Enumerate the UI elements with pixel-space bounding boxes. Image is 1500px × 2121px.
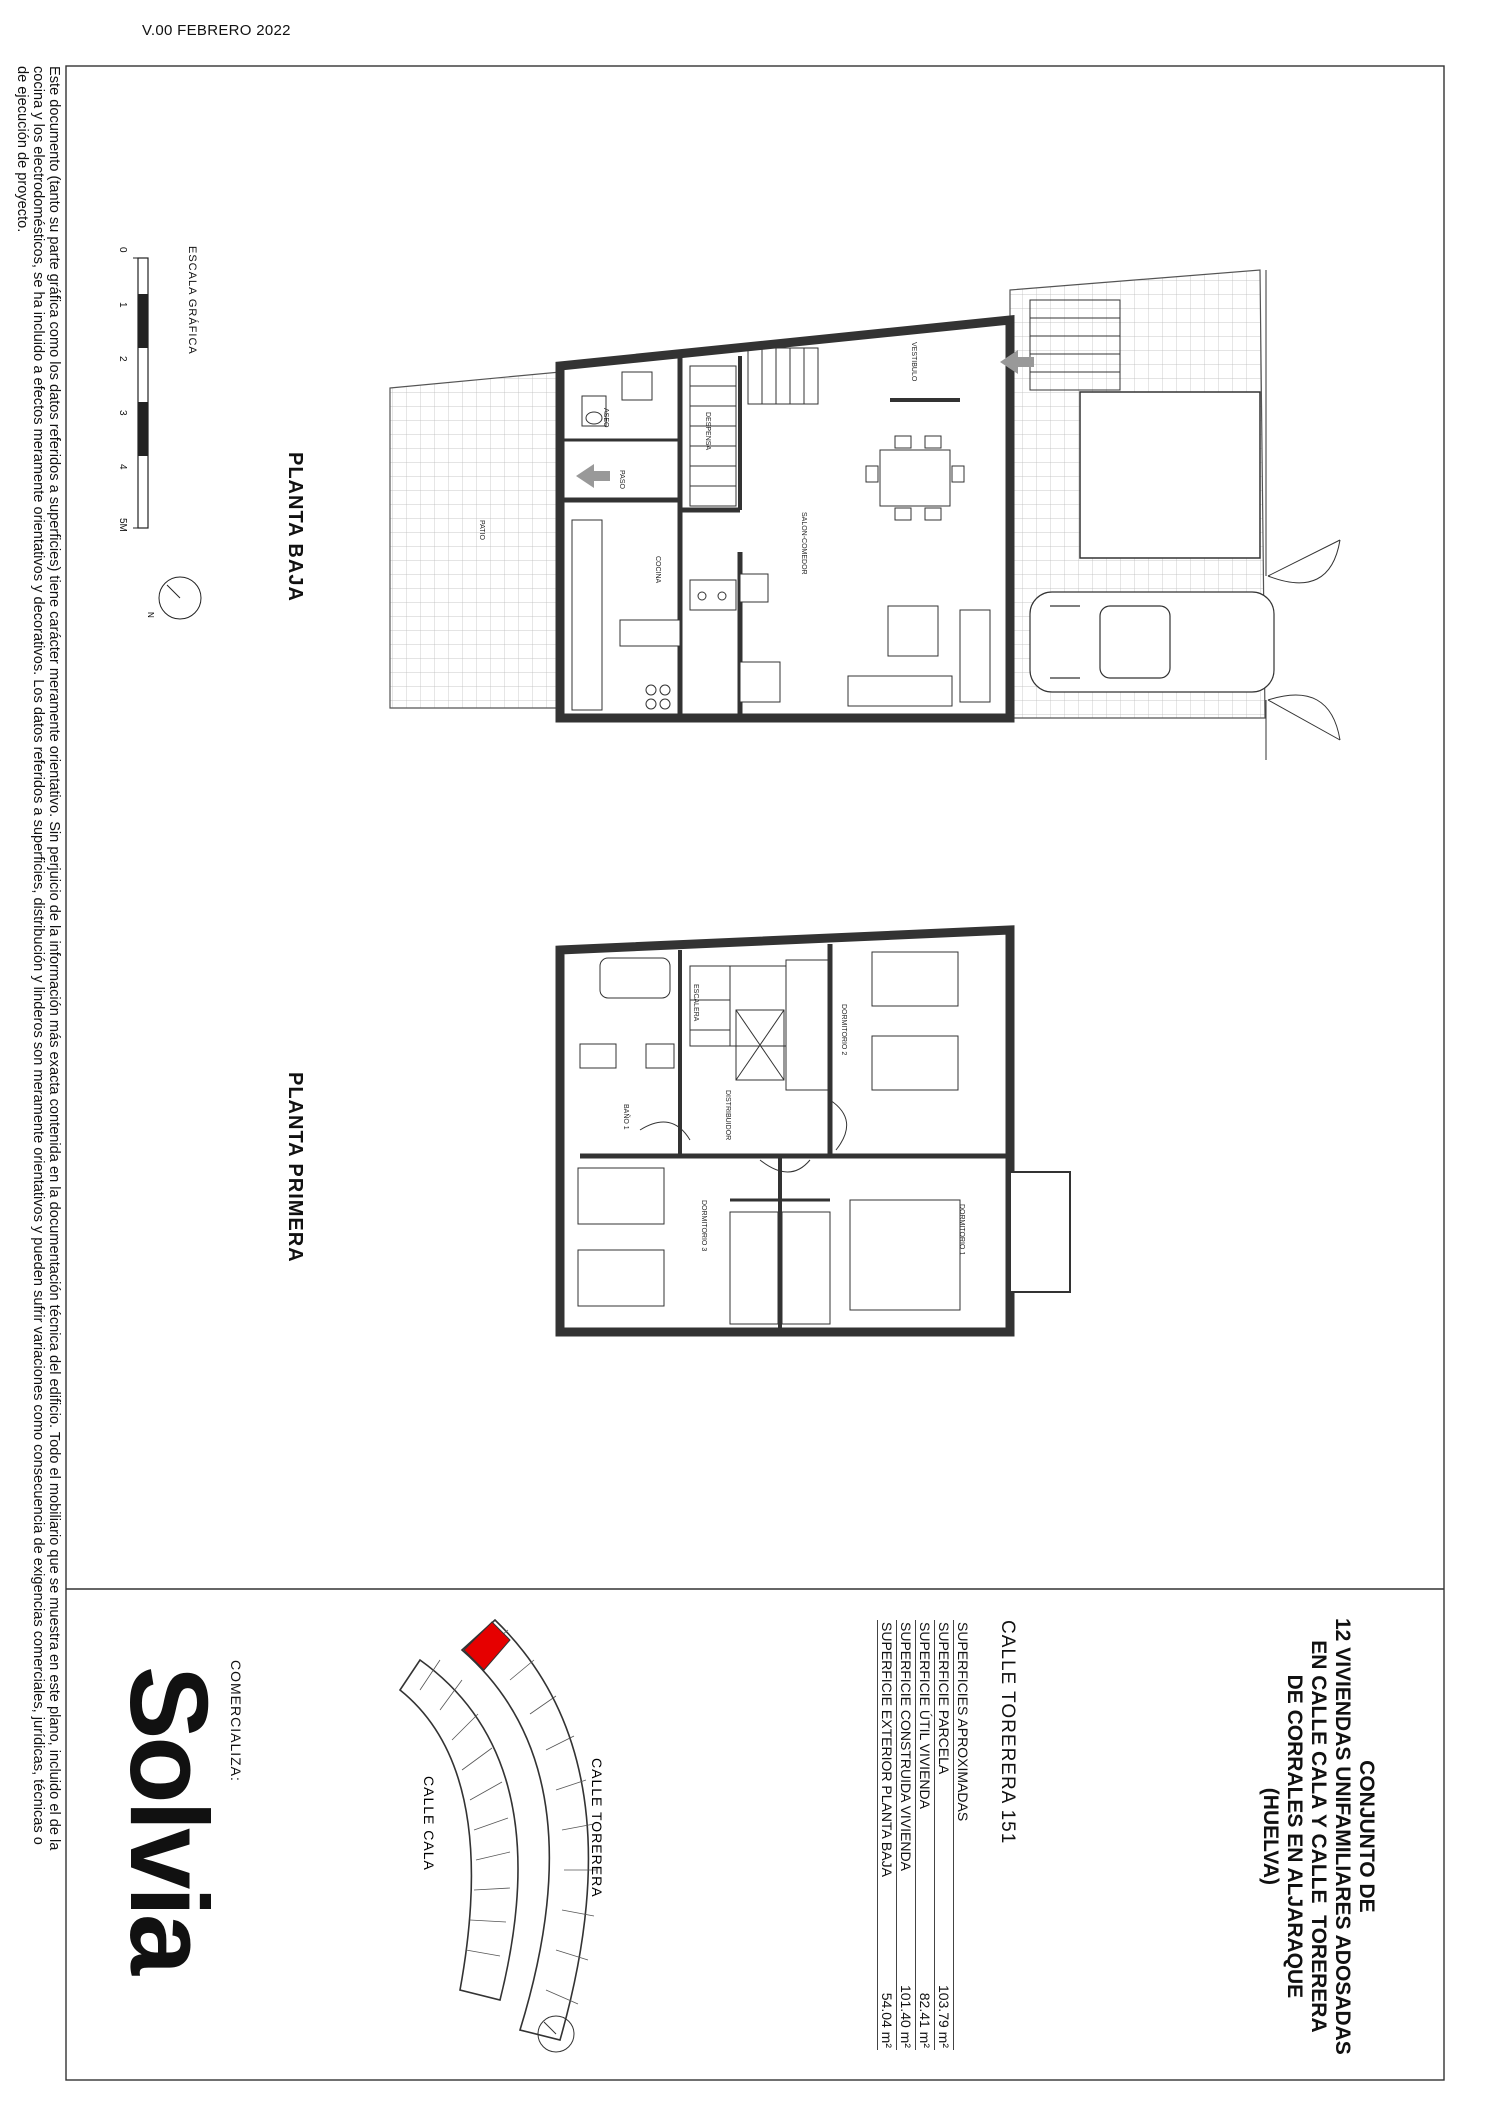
scale-bar bbox=[133, 258, 148, 528]
first-floor-plan bbox=[560, 930, 1070, 1332]
area-value: 103.79 m² bbox=[936, 1984, 952, 2048]
solvia-logo: Solvia bbox=[107, 1666, 230, 1973]
room-label-paso: PASO bbox=[618, 470, 625, 489]
scale-tick-2: 2 bbox=[117, 356, 128, 362]
room-label-dormitorio3: DORMITORIO 3 bbox=[700, 1200, 707, 1252]
car-icon bbox=[1030, 592, 1274, 692]
disclaimer-line: Este documento (tanto su parte gráfica como los datos referidos a superficies) tiene carácter meramente orientativo. Sin perjuicio de la información más exacta contenida en la documentación técnica del edificio. Todo el mobiliario que se muestra en este plano, incluido el de la bbox=[46, 66, 62, 1851]
project-title: CONJUNTO DE 12 VIVIENDAS UNIFAMILIARES ADOSADAS EN CALLE CALA Y CALLE TORERERA DE CORRALES EN ALJARAQUE (HUELVA) bbox=[1259, 1618, 1378, 2055]
ground-floor-title: PLANTA BAJA bbox=[284, 452, 306, 602]
site-label-torerera: CALLE TORERERA bbox=[589, 1758, 605, 1898]
area-row bbox=[896, 1620, 915, 2050]
first-floor-title: PLANTA PRIMERA bbox=[284, 1072, 306, 1263]
area-row bbox=[877, 1620, 896, 2050]
areas-heading: SUPERFICIES APROXIMADAS bbox=[953, 1620, 972, 2050]
room-label-despensa: DESPENSA bbox=[704, 412, 711, 451]
disclaimer-line: cocina y los electrodomésticos, se ha incluido a efectos meramente orientativos y decorativos. Los datos referidos a superficies, distribución y linderos son meramente orientativos y pueden sufrir variaciones como consecuencia de exigencias comerciales, jurídicas, técnicas o bbox=[30, 66, 46, 1845]
site-key-plan bbox=[400, 1620, 605, 2052]
room-label-vestibulo: VESTIBULO bbox=[910, 342, 917, 382]
ground-floor-plan bbox=[390, 270, 1340, 760]
pool bbox=[1080, 392, 1260, 558]
north-arrow-icon bbox=[146, 577, 201, 619]
gate-icon bbox=[1266, 270, 1340, 760]
scale-tick-4: 4 bbox=[117, 464, 128, 470]
scale-tick-1: 1 bbox=[117, 302, 128, 308]
area-value: 82.41 m² bbox=[917, 1992, 933, 2048]
room-label-cocina: COCINA bbox=[654, 556, 661, 584]
area-label: SUPERFICIE CONSTRUIDA VIVIENDA bbox=[898, 1622, 914, 1871]
scale-title: ESCALA GRÁFICA bbox=[186, 246, 198, 355]
areas-table bbox=[877, 1620, 972, 2050]
room-label-patio: PATIO bbox=[478, 520, 485, 540]
scale-tick-5: 5M bbox=[117, 518, 128, 532]
area-label: SUPERFICIE ÚTIL VIVIENDA bbox=[917, 1622, 933, 1809]
version-label: V.00 FEBRERO 2022 bbox=[142, 22, 291, 39]
room-label-escalera: ESCALERA bbox=[692, 984, 699, 1022]
room-label-distribuidor: DISTRIBUIDOR bbox=[724, 1090, 731, 1141]
room-label-dormitorio2: DORMITORIO 2 bbox=[840, 1004, 847, 1056]
scale-ticks bbox=[117, 247, 128, 532]
street-address: CALLE TORERERA 151 bbox=[997, 1620, 1018, 1845]
disclaimer-line: de ejecución de proyecto. bbox=[14, 66, 30, 233]
area-value: 54.04 m² bbox=[879, 1992, 895, 2048]
scale-tick-3: 3 bbox=[117, 410, 128, 416]
area-row bbox=[915, 1620, 934, 2050]
area-value: 101.40 m² bbox=[898, 1984, 914, 2048]
comercializa-label: COMERCIALIZA: bbox=[228, 1660, 244, 1782]
room-label-salon: SALON-COMEDOR bbox=[800, 512, 807, 575]
room-label-dormitorio1: DORMITORIO 1 bbox=[958, 1204, 965, 1256]
area-label: SUPERFICIE EXTERIOR PLANTA BAJA bbox=[879, 1622, 895, 1877]
room-label-bano: BAÑO 1 bbox=[622, 1104, 629, 1130]
room-label-aseo: ASEO bbox=[602, 408, 609, 428]
patio-area bbox=[390, 372, 560, 708]
area-label: SUPERFICIE PARCELA bbox=[936, 1622, 952, 1775]
area-row bbox=[934, 1620, 953, 2050]
site-label-cala: CALLE CALA bbox=[421, 1776, 437, 1871]
balcony bbox=[1010, 1172, 1070, 1292]
north-label: N bbox=[146, 612, 155, 618]
scale-tick-0: 0 bbox=[117, 247, 128, 253]
